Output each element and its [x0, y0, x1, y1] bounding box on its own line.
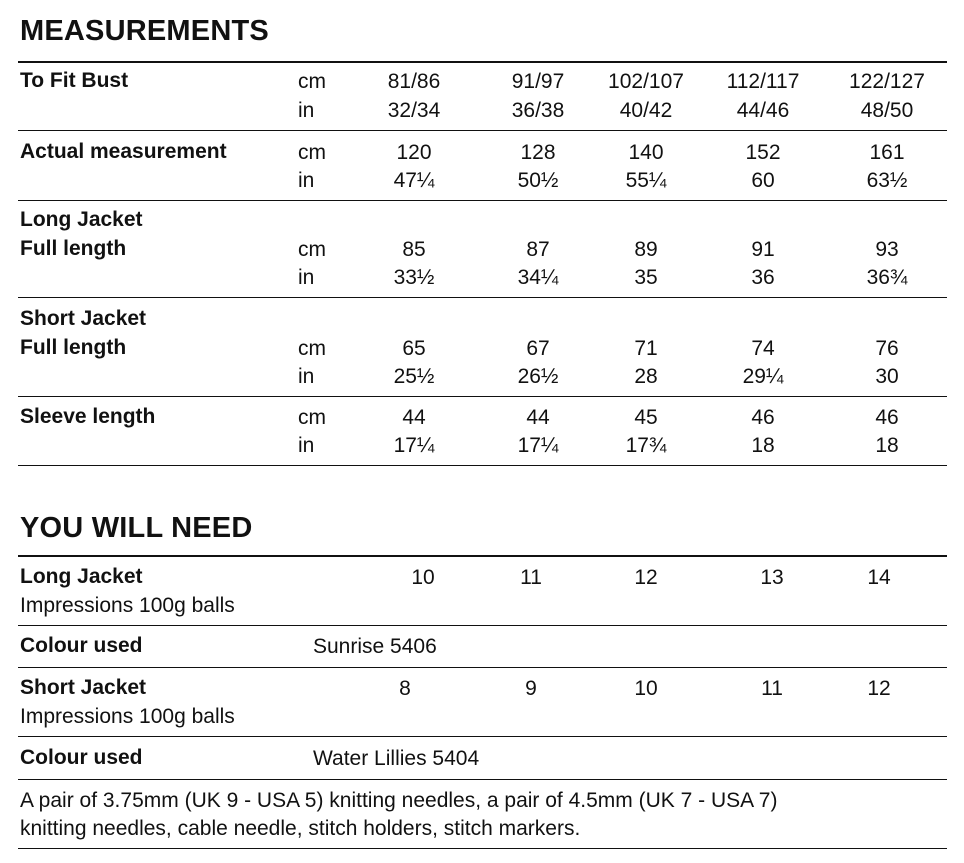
bust-cm-size-4: 112/117: [726, 70, 800, 93]
unit-cm: cm: [298, 337, 326, 360]
short-balls-size-3: 10: [634, 677, 658, 700]
measurements-heading: MEASUREMENTS: [20, 15, 269, 47]
short-jacket-yarn-label: Short Jacket: [20, 676, 147, 699]
short-jacket-full-length-label: Full length: [20, 336, 127, 359]
divider: [18, 61, 947, 63]
unit-in: in: [298, 365, 315, 388]
long-jacket-yarn-sublabel: Impressions 100g balls: [20, 594, 235, 617]
short-cm-size-1: 65: [402, 337, 426, 360]
divider: [18, 667, 947, 668]
long-cm-size-4: 91: [751, 238, 775, 261]
divider: [18, 200, 947, 201]
actual-in-size-1: 47¼: [393, 169, 435, 192]
short-in-size-4: 29¼: [742, 365, 784, 388]
actual-cm-size-1: 120: [396, 141, 432, 164]
sleeve-in-size-5: 18: [875, 434, 899, 457]
divider: [18, 297, 947, 298]
to-fit-bust-label: To Fit Bust: [20, 69, 129, 92]
notions-line-1: A pair of 3.75mm (UK 9 - USA 5) knitting needles, a pair of 4.5mm (UK 7 - USA 7): [20, 789, 778, 812]
unit-cm: cm: [298, 238, 326, 261]
bust-in-size-1: 32/34: [387, 99, 441, 122]
long-in-size-1: 33½: [393, 266, 435, 289]
sleeve-in-size-1: 17¼: [393, 434, 435, 457]
unit-in: in: [298, 266, 315, 289]
short-in-size-1: 25½: [393, 365, 435, 388]
long-balls-size-2: 11: [520, 566, 542, 589]
divider: [18, 465, 947, 466]
bust-cm-size-5: 122/127: [849, 70, 925, 93]
bust-cm-size-1: 81/86: [387, 70, 441, 93]
short-balls-size-4: 11: [761, 677, 783, 700]
short-in-size-3: 28: [634, 365, 658, 388]
long-balls-size-1: 10: [411, 566, 435, 589]
actual-in-size-4: 60: [751, 169, 775, 192]
long-in-size-4: 36: [751, 266, 775, 289]
sleeve-in-size-4: 18: [751, 434, 775, 457]
short-cm-size-5: 76: [875, 337, 899, 360]
long-in-size-3: 35: [634, 266, 658, 289]
long-cm-size-5: 93: [875, 238, 899, 261]
bust-cm-size-3: 102/107: [608, 70, 684, 93]
actual-cm-size-2: 128: [520, 141, 556, 164]
long-cm-size-2: 87: [526, 238, 550, 261]
actual-in-size-2: 50½: [517, 169, 559, 192]
short-cm-size-4: 74: [751, 337, 775, 360]
sleeve-cm-size-5: 46: [875, 406, 899, 429]
divider: [18, 130, 947, 131]
short-jacket-label: Short Jacket: [20, 307, 147, 330]
short-cm-size-2: 67: [526, 337, 550, 360]
divider: [18, 396, 947, 397]
long-jacket-label: Long Jacket: [20, 208, 143, 231]
short-in-size-2: 26½: [517, 365, 559, 388]
sleeve-cm-size-1: 44: [402, 406, 426, 429]
bust-in-size-2: 36/38: [511, 99, 565, 122]
long-colour-label: Colour used: [20, 634, 143, 657]
long-colour-value: Sunrise 5406: [313, 635, 437, 658]
long-jacket-full-length-label: Full length: [20, 237, 127, 260]
bust-in-size-4: 44/46: [736, 99, 790, 122]
actual-measurement-label: Actual measurement: [20, 140, 227, 163]
unit-cm: cm: [298, 406, 326, 429]
unit-in: in: [298, 99, 315, 122]
short-colour-value: Water Lillies 5404: [313, 747, 480, 770]
divider: [18, 736, 947, 737]
short-colour-label: Colour used: [20, 746, 143, 769]
unit-cm: cm: [298, 141, 326, 164]
actual-cm-size-3: 140: [628, 141, 664, 164]
short-balls-size-5: 12: [867, 677, 891, 700]
actual-cm-size-4: 152: [745, 141, 781, 164]
sleeve-in-size-2: 17¼: [517, 434, 559, 457]
bust-in-size-5: 48/50: [860, 99, 914, 122]
divider: [18, 848, 947, 849]
long-balls-size-4: 13: [760, 566, 784, 589]
short-balls-size-2: 9: [525, 677, 537, 700]
actual-in-size-5: 63½: [866, 169, 908, 192]
actual-cm-size-5: 161: [869, 141, 905, 164]
unit-in: in: [298, 169, 315, 192]
long-balls-size-5: 14: [867, 566, 891, 589]
sleeve-cm-size-4: 46: [751, 406, 775, 429]
sleeve-cm-size-2: 44: [526, 406, 550, 429]
divider: [18, 625, 947, 626]
notions-line-2: knitting needles, cable needle, stitch holders, stitch markers.: [20, 817, 581, 840]
short-cm-size-3: 71: [634, 337, 658, 360]
you-will-need-heading: YOU WILL NEED: [20, 512, 253, 544]
short-balls-size-1: 8: [399, 677, 411, 700]
sleeve-cm-size-3: 45: [634, 406, 658, 429]
actual-in-size-3: 55¼: [625, 169, 667, 192]
divider: [18, 555, 947, 557]
long-in-size-2: 34¼: [517, 266, 559, 289]
unit-in: in: [298, 434, 315, 457]
long-in-size-5: 36¾: [866, 266, 908, 289]
bust-in-size-3: 40/42: [619, 99, 673, 122]
short-jacket-yarn-sublabel: Impressions 100g balls: [20, 705, 235, 728]
divider: [18, 779, 947, 780]
short-in-size-5: 30: [875, 365, 899, 388]
unit-cm: cm: [298, 70, 326, 93]
sleeve-in-size-3: 17¾: [625, 434, 667, 457]
bust-cm-size-2: 91/97: [511, 70, 565, 93]
long-balls-size-3: 12: [634, 566, 658, 589]
long-jacket-yarn-label: Long Jacket: [20, 565, 143, 588]
long-cm-size-3: 89: [634, 238, 658, 261]
long-cm-size-1: 85: [402, 238, 426, 261]
sleeve-length-label: Sleeve length: [20, 405, 156, 428]
